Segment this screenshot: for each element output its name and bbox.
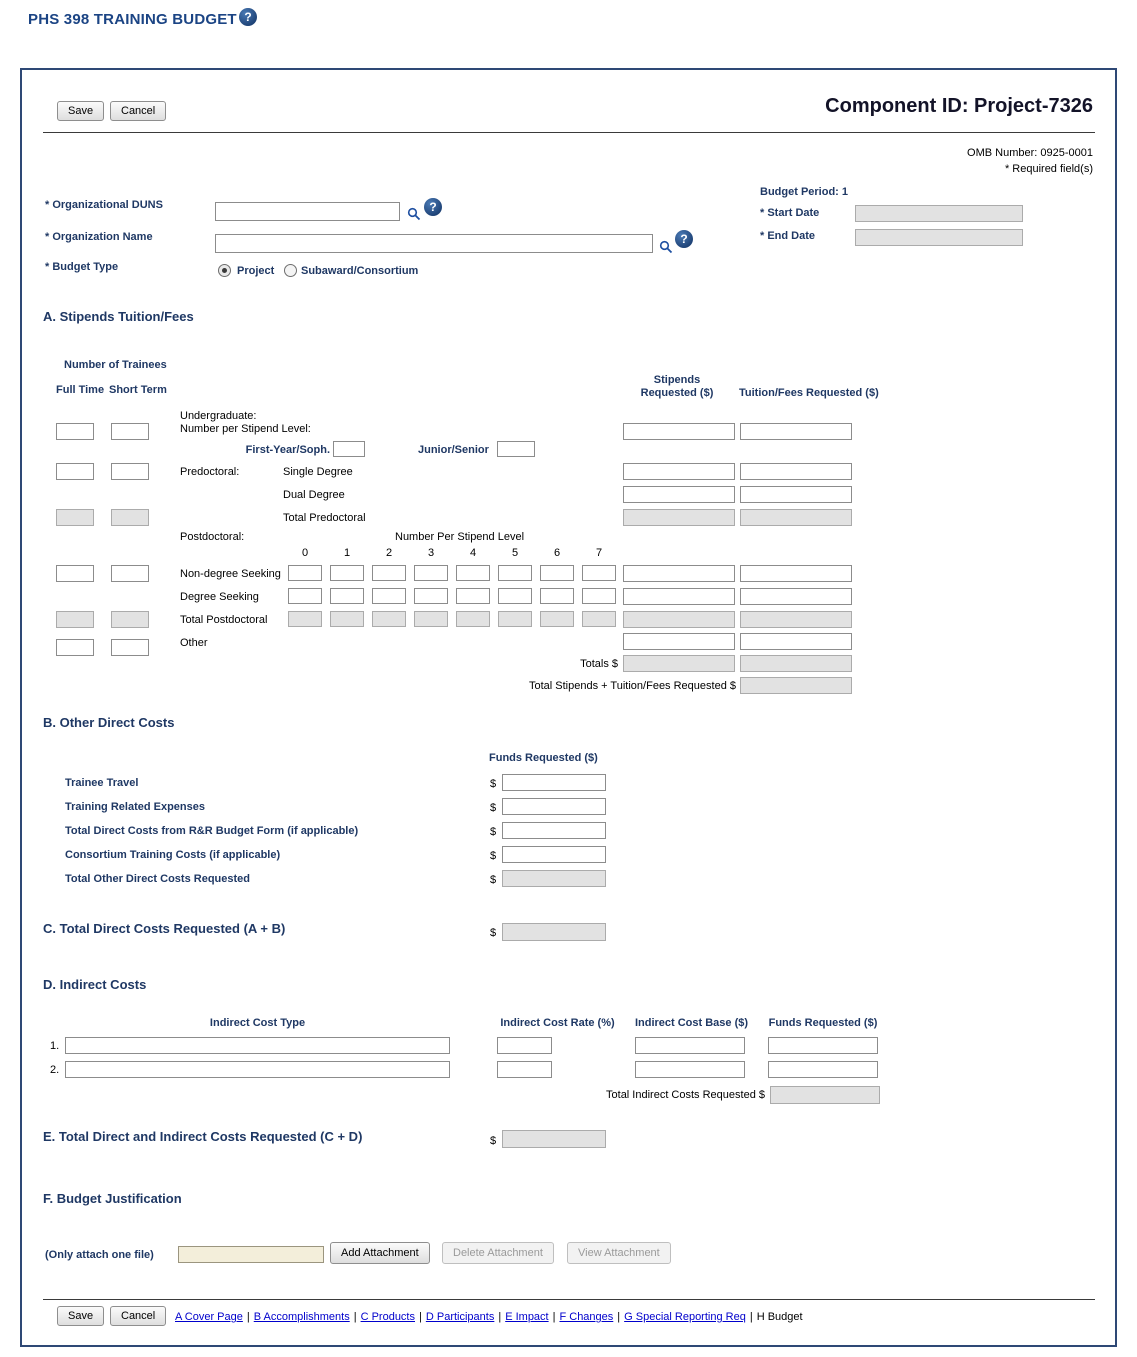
indirect-funds-header: Funds Requested ($)	[768, 1017, 878, 1029]
currency-symbol: $	[490, 802, 497, 814]
nondegree-level-5-input[interactable]	[498, 565, 532, 581]
budget-type-project-radio[interactable]	[218, 264, 231, 277]
level-5-header: 5	[511, 547, 519, 559]
dual-degree-tuition-input[interactable]	[740, 486, 852, 503]
end-date-input	[855, 229, 1023, 246]
level-1-header: 1	[343, 547, 351, 559]
currency-symbol: $	[490, 927, 497, 939]
page-title: PHS 398 TRAINING BUDGET	[28, 11, 237, 28]
training-related-expenses-label: Training Related Expenses	[65, 801, 205, 813]
footer-separator: |	[552, 1311, 556, 1323]
short-term-header: Short Term	[109, 384, 167, 396]
total-postdoc-level-1-input	[330, 611, 364, 627]
undergrad-shortterm-input[interactable]	[111, 423, 149, 440]
degree-level-7-input[interactable]	[582, 588, 616, 604]
first-year-soph-input[interactable]	[333, 441, 365, 457]
total-postdoc-shortterm-input	[111, 611, 149, 628]
total-postdoc-level-5-input	[498, 611, 532, 627]
nondegree-level-0-input[interactable]	[288, 565, 322, 581]
trainee-travel-label: Trainee Travel	[65, 777, 139, 789]
total-postdoc-fulltime-input	[56, 611, 94, 628]
degree-level-5-input[interactable]	[498, 588, 532, 604]
duns-search-icon[interactable]	[407, 207, 421, 226]
nondegree-stipends-input[interactable]	[623, 565, 735, 582]
stipends-header-line1: Stipends	[653, 374, 701, 386]
undergrad-stipends-input[interactable]	[623, 423, 735, 440]
add-attachment-button[interactable]: Add Attachment	[330, 1242, 430, 1264]
footer-separator: |	[353, 1311, 357, 1323]
predoctoral-label: Predoctoral:	[180, 466, 240, 478]
footer-current-page: H Budget	[756, 1311, 803, 1323]
tuition-header: Tuition/Fees Requested ($)	[739, 387, 879, 399]
currency-symbol: $	[490, 850, 497, 862]
nondegree-level-7-input[interactable]	[582, 565, 616, 581]
nondegree-level-6-input[interactable]	[540, 565, 574, 581]
footer-link-special-reporting[interactable]: G Special Reporting Req	[624, 1311, 746, 1323]
indirect-row-2-number: 2.	[50, 1064, 60, 1076]
footer-separator: |	[419, 1311, 422, 1323]
currency-symbol: $	[490, 874, 497, 886]
nondegree-level-1-input[interactable]	[330, 565, 364, 581]
other-tuition-input[interactable]	[740, 633, 852, 650]
degree-level-6-input[interactable]	[540, 588, 574, 604]
degree-level-0-input[interactable]	[288, 588, 322, 604]
single-degree-stipends-input[interactable]	[623, 463, 735, 480]
total-predoc-shortterm-input	[111, 509, 149, 526]
postdoc-shortterm-input[interactable]	[111, 565, 149, 582]
non-degree-seeking-label: Non-degree Seeking	[180, 568, 281, 580]
total-stipends-tuition-input	[740, 677, 852, 694]
degree-tuition-input[interactable]	[740, 588, 852, 605]
total-direct-costs-input	[502, 923, 606, 941]
indirect-rate-1-input[interactable]	[497, 1037, 552, 1054]
footer-separator: |	[246, 1311, 250, 1323]
total-postdoc-level-3-input	[414, 611, 448, 627]
single-degree-label: Single Degree	[283, 466, 353, 478]
attach-note-label: (Only attach one file)	[45, 1249, 154, 1261]
single-degree-tuition-input[interactable]	[740, 463, 852, 480]
grand-total-label: Total Stipends + Tuition/Fees Requested $	[529, 680, 736, 692]
total-predoc-fulltime-input	[56, 509, 94, 526]
indirect-rate-2-input[interactable]	[497, 1061, 552, 1078]
indirect-base-1-input[interactable]	[635, 1037, 745, 1054]
total-postdoc-level-7-input	[582, 611, 616, 627]
section-f-title: F. Budget Justification	[43, 1191, 182, 1206]
nondegree-tuition-input[interactable]	[740, 565, 852, 582]
indirect-row-1-number: 1.	[50, 1040, 60, 1052]
indirect-funds-2-input[interactable]	[768, 1061, 878, 1078]
org-name-label: * Organization Name	[45, 231, 153, 243]
level-6-header: 6	[553, 547, 561, 559]
footer-separator: |	[617, 1311, 621, 1323]
dual-degree-label: Dual Degree	[283, 489, 345, 501]
degree-seeking-label: Degree Seeking	[180, 591, 259, 603]
total-predoc-stipends-input	[623, 509, 735, 526]
rr-budget-total-input[interactable]	[502, 822, 606, 839]
total-direct-indirect-costs-input	[502, 1130, 606, 1148]
footer-cancel-button[interactable]: Cancel	[110, 1306, 166, 1326]
section-b-title: B. Other Direct Costs	[43, 715, 175, 730]
trainee-travel-input[interactable]	[502, 774, 606, 791]
number-of-trainees-label: Number of Trainees	[64, 359, 167, 371]
footer-link-products[interactable]: C Products	[360, 1311, 415, 1323]
first-year-label: First-Year/Soph.	[245, 444, 330, 456]
indirect-cost-type-header: Indirect Cost Type	[209, 1017, 306, 1029]
total-predoctoral-label: Total Predoctoral	[283, 512, 366, 524]
footer-divider	[43, 1299, 1095, 1300]
duns-label: * Organizational DUNS	[45, 199, 163, 211]
level-2-header: 2	[385, 547, 393, 559]
undergraduate-label: Undergraduate:	[180, 410, 257, 422]
indirect-cost-base-header: Indirect Cost Base ($)	[634, 1017, 749, 1029]
total-postdoc-level-0-input	[288, 611, 322, 627]
degree-level-1-input[interactable]	[330, 588, 364, 604]
undergrad-tuition-input[interactable]	[740, 423, 852, 440]
other-fulltime-input[interactable]	[56, 639, 94, 656]
section-c-title: C. Total Direct Costs Requested (A + B)	[43, 921, 286, 936]
view-attachment-button: View Attachment	[567, 1242, 671, 1264]
indirect-type-2-input[interactable]	[65, 1061, 450, 1078]
indirect-type-1-input[interactable]	[65, 1037, 450, 1054]
start-date-label: * Start Date	[760, 207, 820, 219]
section-d-title: D. Indirect Costs	[43, 977, 147, 992]
footer-separator: |	[749, 1311, 753, 1323]
total-postdoc-level-4-input	[456, 611, 490, 627]
number-per-stipend-level-header: Number Per Stipend Level	[395, 531, 525, 543]
end-date-label: * End Date	[760, 230, 816, 242]
form-container	[20, 68, 1117, 1347]
rr-budget-total-label: Total Direct Costs from R&R Budget Form (if applicable)	[65, 825, 359, 837]
other-shortterm-input[interactable]	[111, 639, 149, 656]
page-help-icon[interactable]: ?	[239, 8, 257, 26]
budget-period-label: Budget Period: 1	[760, 186, 849, 198]
predoc-shortterm-input[interactable]	[111, 463, 149, 480]
nondegree-level-2-input[interactable]	[372, 565, 406, 581]
undergrad-fulltime-input[interactable]	[56, 423, 94, 440]
currency-symbol: $	[490, 778, 497, 790]
header-divider	[43, 132, 1095, 133]
duns-input[interactable]	[215, 202, 400, 221]
component-id: Component ID: Project-7326	[825, 95, 1093, 117]
footer-nav	[175, 1311, 803, 1323]
totals-stipends-input	[623, 655, 735, 672]
number-per-stipend-level-label: Number per Stipend Level:	[180, 423, 311, 435]
predoc-fulltime-input[interactable]	[56, 463, 94, 480]
other-label: Other	[180, 637, 208, 649]
budget-type-subaward-label: Subaward/Consortium	[301, 265, 419, 277]
footer-link-cover-page[interactable]: A Cover Page	[175, 1311, 243, 1323]
total-other-direct-costs-input	[502, 870, 606, 887]
footer-link-accomplishments[interactable]: B Accomplishments	[253, 1311, 350, 1323]
training-related-expenses-input[interactable]	[502, 798, 606, 815]
level-7-header: 7	[595, 547, 603, 559]
save-button[interactable]: Save	[57, 101, 104, 121]
degree-stipends-input[interactable]	[623, 588, 735, 605]
total-postdoctoral-label: Total Postdoctoral	[180, 614, 268, 626]
footer-link-changes[interactable]: F Changes	[559, 1311, 614, 1323]
budget-type-subaward-radio[interactable]	[284, 264, 297, 277]
currency-symbol: $	[490, 1135, 497, 1147]
org-name-input[interactable]	[215, 234, 653, 253]
level-4-header: 4	[469, 547, 477, 559]
indirect-funds-1-input[interactable]	[768, 1037, 878, 1054]
level-3-header: 3	[427, 547, 435, 559]
other-stipends-input[interactable]	[623, 633, 735, 650]
total-postdoc-stipends-input	[623, 611, 735, 628]
required-note: * Required field(s)	[1004, 163, 1093, 175]
junior-senior-label: Junior/Senior	[418, 444, 489, 456]
footer-separator: |	[498, 1311, 502, 1323]
degree-level-2-input[interactable]	[372, 588, 406, 604]
start-date-input	[855, 205, 1023, 222]
budget-type-project-label: Project	[237, 265, 275, 277]
total-other-direct-costs-label: Total Other Direct Costs Requested	[65, 873, 250, 885]
section-a-title: A. Stipends Tuition/Fees	[43, 309, 194, 324]
indirect-base-2-input[interactable]	[635, 1061, 745, 1078]
postdoctoral-label: Postdoctoral:	[180, 531, 245, 543]
full-time-header: Full Time	[56, 384, 105, 396]
org-name-help-icon[interactable]: ?	[675, 230, 693, 248]
total-postdoc-level-6-input	[540, 611, 574, 627]
total-postdoc-level-2-input	[372, 611, 406, 627]
dual-degree-stipends-input[interactable]	[623, 486, 735, 503]
degree-level-4-input[interactable]	[456, 588, 490, 604]
stipends-header-line2: Requested ($)	[640, 387, 714, 399]
degree-level-3-input[interactable]	[414, 588, 448, 604]
cancel-button[interactable]: Cancel	[110, 101, 166, 121]
total-postdoc-tuition-input	[740, 611, 852, 628]
total-indirect-costs-label: Total Indirect Costs Requested $	[606, 1089, 765, 1101]
nondegree-level-4-input[interactable]	[456, 565, 490, 581]
totals-tuition-input	[740, 655, 852, 672]
totals-label: Totals $	[580, 658, 618, 670]
currency-symbol: $	[490, 826, 497, 838]
total-indirect-costs-input	[770, 1086, 880, 1104]
total-predoc-tuition-input	[740, 509, 852, 526]
funds-requested-header: Funds Requested ($)	[489, 752, 598, 764]
budget-type-label: * Budget Type	[45, 261, 119, 273]
attachment-filename-field	[178, 1246, 324, 1263]
section-e-title: E. Total Direct and Indirect Costs Requested (C + D)	[43, 1129, 363, 1144]
footer-link-participants[interactable]: D Participants	[425, 1311, 495, 1323]
org-name-search-icon[interactable]	[659, 240, 673, 259]
footer-link-impact[interactable]: E Impact	[505, 1311, 549, 1323]
footer-save-button[interactable]: Save	[57, 1306, 104, 1326]
nondegree-level-3-input[interactable]	[414, 565, 448, 581]
consortium-training-costs-label: Consortium Training Costs (if applicable)	[65, 849, 281, 861]
consortium-training-costs-input[interactable]	[502, 846, 606, 863]
omb-number: OMB Number: 0925-0001	[967, 147, 1093, 159]
level-0-header: 0	[301, 547, 309, 559]
delete-attachment-button: Delete Attachment	[442, 1242, 554, 1264]
indirect-cost-rate-header: Indirect Cost Rate (%)	[500, 1017, 615, 1029]
junior-senior-input[interactable]	[497, 441, 535, 457]
postdoc-fulltime-input[interactable]	[56, 565, 94, 582]
duns-help-icon[interactable]: ?	[424, 198, 442, 216]
